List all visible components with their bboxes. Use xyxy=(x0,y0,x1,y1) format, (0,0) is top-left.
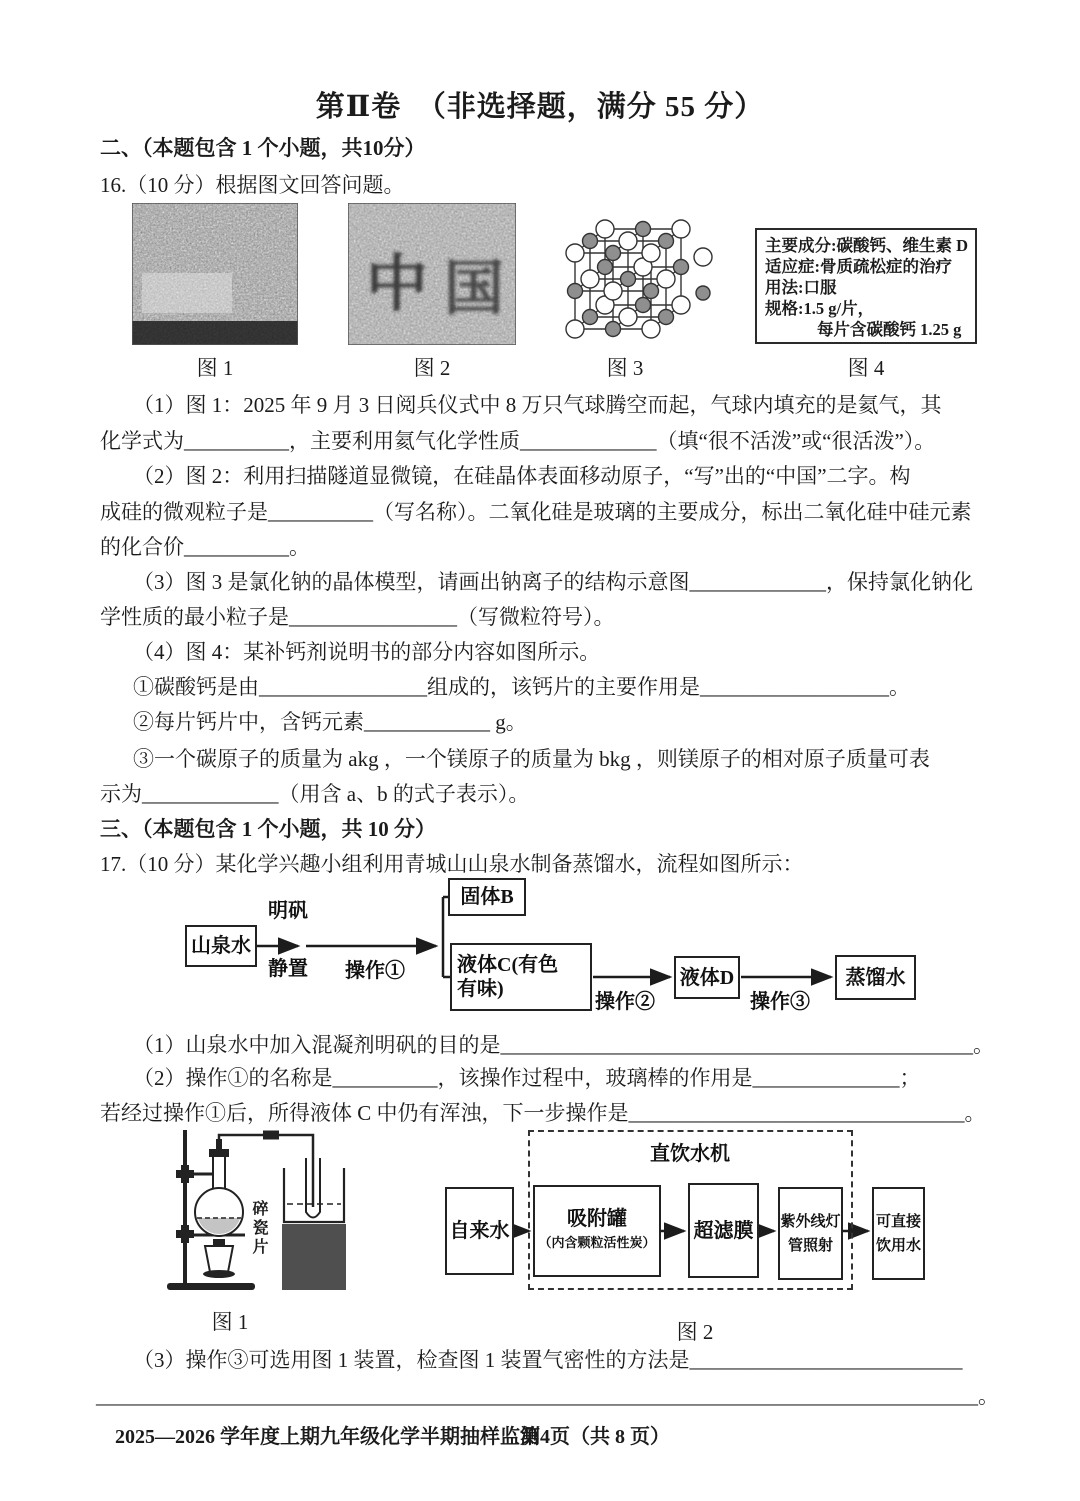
q16-stem: 16.（10 分）根据图文回答问题。 xyxy=(100,173,405,197)
photo-balloons-figure1 xyxy=(132,203,298,345)
flow-label-settle: 静置 xyxy=(268,958,308,980)
machine-title: 直饮水机 xyxy=(650,1143,730,1165)
machine-box-drinkable xyxy=(872,1187,925,1280)
q16-part3-line2: 学性质的最小粒子是________________（写微粒符号）。 xyxy=(100,605,615,629)
flow-box-distilled-water: 蒸馏水 xyxy=(835,955,916,1000)
page-title: 第Ⅱ卷 （非选择题，满分 55 分） xyxy=(315,91,765,123)
adsorption-line1: 吸附罐 xyxy=(567,1208,627,1230)
med-label-line: 每片含碳酸钙 1.25 g xyxy=(817,320,962,339)
figure3-caption: 图 3 xyxy=(606,356,644,380)
machine-box-tap-water: 自来水 xyxy=(445,1187,514,1275)
q16-part1-line1: （1）图 1：2025 年 9 月 3 日阅兵仪式中 8 万只气球腾空而起，气球内填充的是氦气，其 xyxy=(133,393,942,417)
apparatus-figure1-caption: 图 1 xyxy=(211,1310,249,1334)
machine-box-adsorption xyxy=(533,1185,661,1277)
footer-exam-title: 2025—2026 学年度上期九年级化学半期抽样监测 xyxy=(115,1426,540,1448)
med-label-line: 规格:1.5 g/片， xyxy=(765,299,875,318)
porcelain-chips-label: 碎瓷片 xyxy=(250,1200,267,1257)
q16-part4-sub3-line2: 示为_____________（用含 a、b 的式子表示）。 xyxy=(100,782,530,806)
q17-part2-line2: 若经过操作①后，所得液体 C 中仍有浑浊，下一步操作是________________________________。 xyxy=(100,1101,986,1125)
drinking-water-machine-flowchart xyxy=(435,1125,935,1295)
q16-part4-sub3-line1: ③一个碳原子的质量为 akg ，一个镁原子的质量为 bkg ，则镁原子的相对原子质量可表 xyxy=(133,747,930,771)
q17-part3-line1: （3）操作③可选用图 1 装置，检查图 1 装置气密性的方法是__________________________ xyxy=(133,1348,963,1372)
flow-box-liquid-c-line1: 液体C(有色 xyxy=(457,954,559,976)
machine-box-ultrafilter: 超滤膜 xyxy=(688,1183,759,1278)
q16-part2-line1: （2）图 2：利用扫描隧道显微镜，在硅晶体表面移动原子，“写”出的“中国”二字。构 xyxy=(133,464,911,488)
q16-part2-line3: 的化合价__________。 xyxy=(100,535,310,559)
flow-label-alum: 明矾 xyxy=(268,900,308,922)
footer-page-number: 第4页（共 8 页） xyxy=(520,1426,670,1448)
flow-box-liquid-c-line2: 有味) xyxy=(457,978,504,1000)
q17-part3-line2: ____________________________________________________________________________________。 xyxy=(96,1384,999,1408)
q16-part4-intro: （4）图 4：某补钙剂说明书的部分内容如图所示。 xyxy=(133,640,601,664)
flow-box-liquid-d: 液体D xyxy=(674,956,740,999)
section-2-heading: 二、（本题包含 1 个小题，共10分） xyxy=(100,136,426,160)
drinkable-line1: 可直接 xyxy=(875,1213,921,1230)
flow-label-op1: 操作① xyxy=(345,960,405,982)
flow-box-liquid-c xyxy=(450,943,592,1011)
water-flowchart xyxy=(100,870,980,1020)
legend-white-ion xyxy=(694,248,712,266)
q17-part2-line1: （2）操作①的名称是__________，该操作过程中，玻璃棒的作用是______________； xyxy=(133,1066,921,1090)
photo-stm-china-figure2 xyxy=(348,203,516,345)
flow-box-solid-b: 固体B xyxy=(448,878,526,916)
figure1-caption: 图 1 xyxy=(196,356,234,380)
med-label-line: 用法:口服 xyxy=(765,278,837,297)
med-label-line: 主要成分:碳酸钙、维生素 D xyxy=(765,236,969,255)
legend-gray-ion xyxy=(696,286,710,300)
nacl-crystal-model-figure3 xyxy=(563,205,718,345)
machine-figure2-caption: 图 2 xyxy=(676,1320,714,1344)
flow-label-op2: 操作② xyxy=(595,991,655,1013)
calcium-supplement-label-figure4 xyxy=(755,228,977,344)
stm-char-guo: 国 xyxy=(444,256,504,322)
uv-line2: 管照射 xyxy=(787,1237,833,1254)
q16-part1-line2: 化学式为__________，主要利用氦气化学性质_____________（填“很不活泼”或“很活泼”）。 xyxy=(100,429,936,453)
figure2-caption: 图 2 xyxy=(413,356,451,380)
stm-char-zhong: 中 xyxy=(366,251,429,319)
figure4-caption: 图 4 xyxy=(847,356,885,380)
flow-label-op3: 操作③ xyxy=(750,991,810,1013)
q16-part2-line2: 成硅的微观粒子是__________（写名称）。二氧化硅是玻璃的主要成分，标出二氧化硅中硅元素 xyxy=(100,500,972,524)
uv-line1: 紫外线灯 xyxy=(780,1213,841,1230)
adsorption-line2: （内含颗粒活性炭） xyxy=(538,1235,656,1250)
drinkable-line2: 饮用水 xyxy=(875,1237,921,1254)
q17-stem: 17.（10 分）某化学兴趣小组利用青城山山泉水制备蒸馏水，流程如图所示： xyxy=(100,852,804,876)
q17-part1: （1）山泉水中加入混凝剂明矾的目的是_____________________________________________。 xyxy=(133,1033,994,1057)
q16-part4-sub2: ②每片钙片中，含钙元素____________ g。 xyxy=(133,710,527,734)
flow-box-spring-water: 山泉水 xyxy=(185,925,257,967)
q16-part3-line1: （3）图 3 是氯化钠的晶体模型，请画出钠离子的结构示意图_____________，保持氯化钠化 xyxy=(133,570,973,594)
section-3-heading: 三、（本题包含 1 个小题，共 10 分） xyxy=(100,817,436,841)
machine-box-uv-lamp xyxy=(778,1187,843,1280)
q16-part4-sub1: ①碳酸钙是由________________组成的，该钙片的主要作用是__________________。 xyxy=(133,675,910,699)
med-label-line: 适应症:骨质疏松症的治疗 xyxy=(765,257,952,276)
